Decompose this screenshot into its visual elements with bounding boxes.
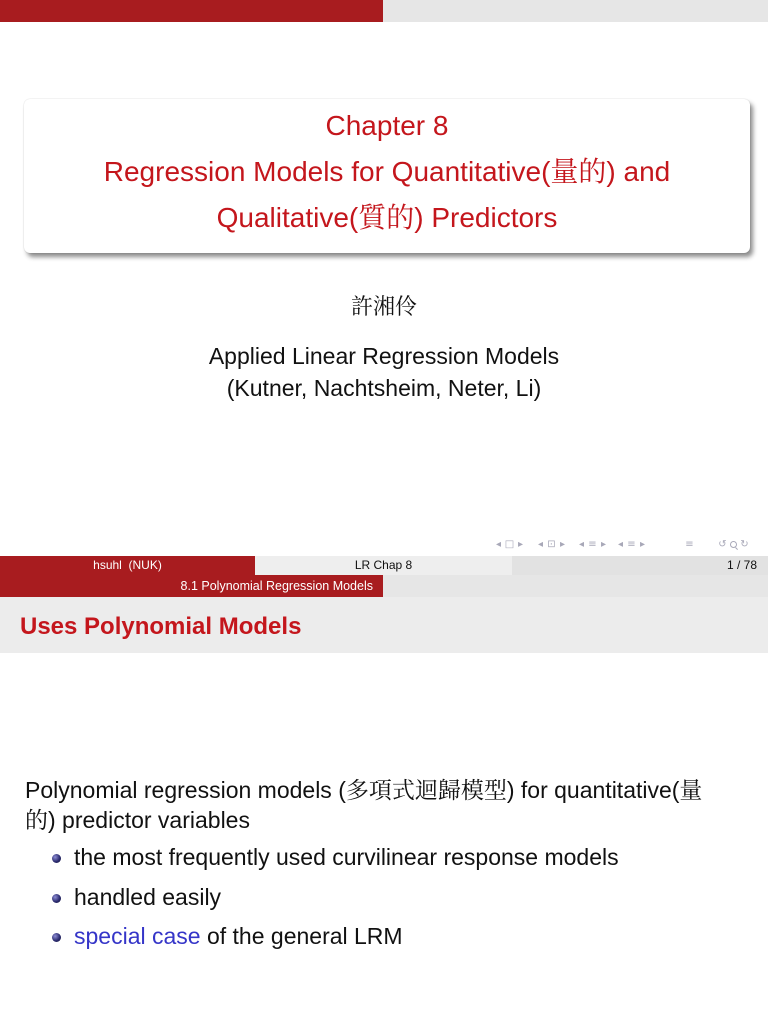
intro-line-1: Polynomial regression models (多項式迴歸模型) for quantitative(量 <box>25 777 703 803</box>
list-item-text: the most frequently used curvilinear response models <box>74 844 619 870</box>
headline-section-name: 8.1 Polynomial Regression Models <box>0 575 383 597</box>
nav-prev-subsection-icon[interactable] <box>576 538 587 552</box>
nav-history-group <box>717 538 750 552</box>
book-reference <box>0 340 768 404</box>
footer-author: hsuhl (NUK) <box>0 556 255 575</box>
nav-section-icon[interactable] <box>626 538 637 552</box>
nav-document-group <box>684 538 695 552</box>
slide-footer <box>0 556 768 575</box>
frame-title: Uses Polynomial Models <box>0 597 768 653</box>
author-name: 許湘伶 <box>350 295 417 320</box>
slide-headline <box>0 0 768 22</box>
nav-forward-icon[interactable] <box>739 538 750 552</box>
nav-frame-group <box>535 538 568 552</box>
nav-back-icon[interactable] <box>717 538 728 552</box>
nav-prev-frame-icon[interactable] <box>535 538 546 552</box>
bullet-icon <box>52 933 61 942</box>
nav-slide-icon[interactable] <box>504 538 515 552</box>
list-item-text: handled easily <box>74 883 222 910</box>
headline-section-bar <box>0 0 383 22</box>
footer-short-title: LR Chap 8 <box>255 556 512 575</box>
intro-line-2: 的) predictor variables <box>25 807 250 833</box>
footer-page-counter: 1 / 78 <box>512 556 768 575</box>
nav-subsection-icon[interactable] <box>587 538 598 552</box>
nav-next-slide-icon[interactable] <box>515 538 526 552</box>
title-line-2: Qualitative(質的) Predictors <box>216 202 558 233</box>
nav-slide-group <box>493 538 526 552</box>
bullet-icon <box>52 894 61 903</box>
nav-search-icon[interactable] <box>728 538 739 552</box>
content-slide <box>0 575 768 1024</box>
list-item <box>0 838 768 878</box>
slide-headline <box>0 575 768 597</box>
title-line-1: Regression Models for Quantitative(量的) and <box>103 156 671 187</box>
headline-subsection-bar <box>383 0 768 22</box>
book-authors: (Kutner, Nachtsheim, Neter, Li) <box>226 375 542 401</box>
list-item-text: of the general LRM <box>206 923 403 949</box>
nav-next-subsection-icon[interactable] <box>598 538 609 552</box>
nav-frame-icon[interactable] <box>546 538 557 552</box>
book-title: Applied Linear Regression Models <box>208 343 560 369</box>
nav-next-frame-icon[interactable] <box>557 538 568 552</box>
nav-document-icon[interactable] <box>684 538 695 552</box>
intro-paragraph <box>25 775 702 835</box>
nav-next-section-icon[interactable] <box>637 538 648 552</box>
navigation-symbols <box>493 538 750 552</box>
nav-prev-section-icon[interactable] <box>615 538 626 552</box>
nav-prev-slide-icon[interactable] <box>493 538 504 552</box>
list-item-highlight: special case <box>74 923 201 949</box>
title-chapter: Chapter 8 <box>325 110 449 141</box>
bullet-icon <box>52 854 61 863</box>
headline-subsection-bar <box>383 575 768 597</box>
list-item <box>0 917 768 957</box>
list-item <box>0 878 768 918</box>
nav-subsection-group <box>576 538 609 552</box>
nav-section-group <box>615 538 648 552</box>
bullet-list <box>0 838 768 957</box>
title-block <box>24 99 750 253</box>
